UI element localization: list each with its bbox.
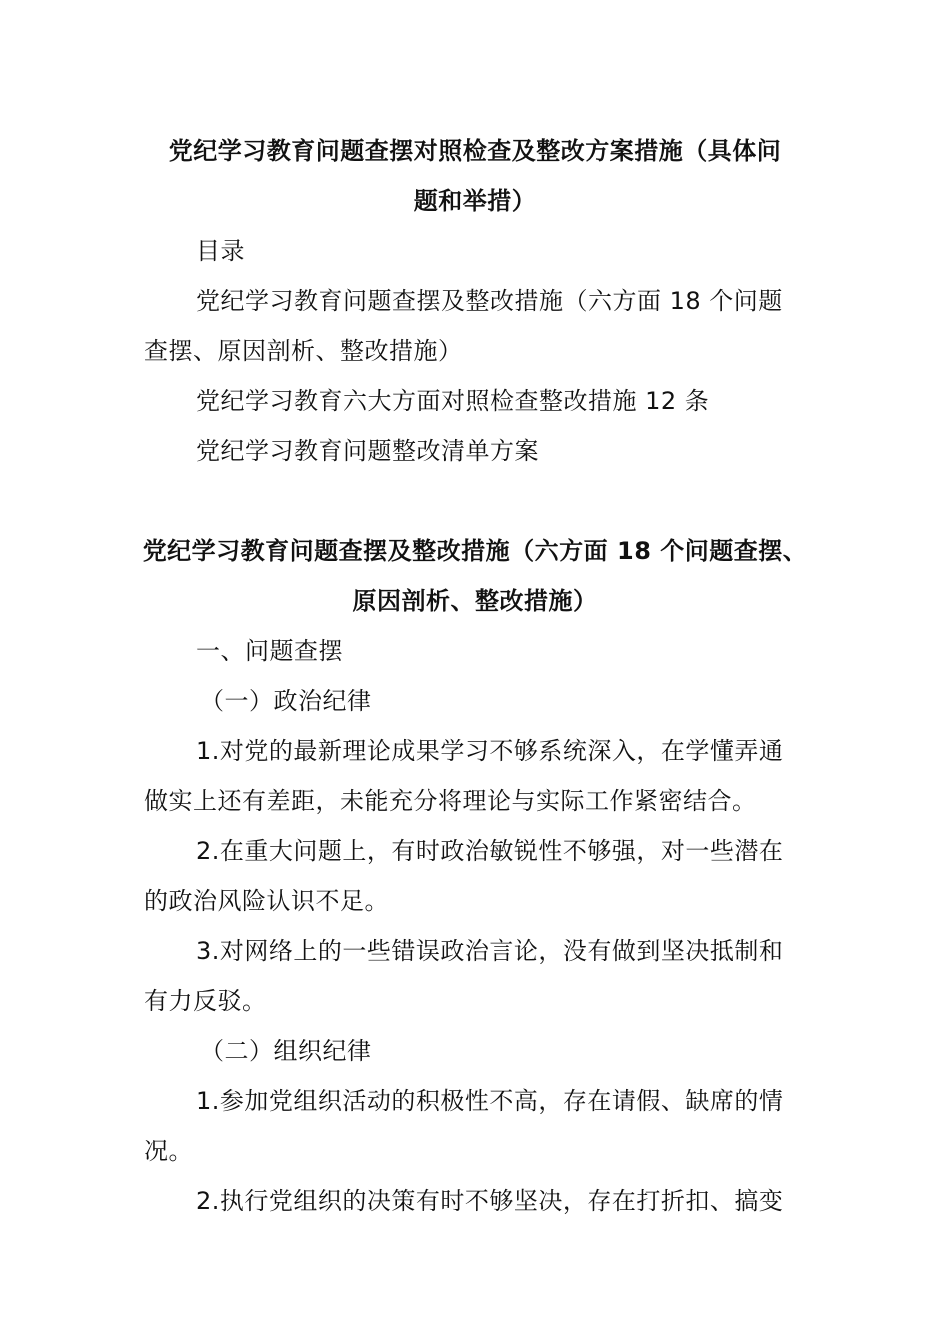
- paragraph-3-line-1: 3.对网络上的一些错误政治言论，没有做到坚决抵制和: [196, 937, 784, 965]
- toc-item-3: 党纪学习教育问题整改清单方案: [196, 437, 539, 465]
- document-title-line-2: 题和举措）: [413, 187, 537, 215]
- paragraph-2-line-1: 2.在重大问题上，有时政治敏锐性不够强，对一些潜在: [196, 837, 784, 865]
- paragraph-4-line-2: 况。: [144, 1137, 193, 1165]
- paragraph-1-line-1: 1.对党的最新理论成果学习不够系统深入，在学懂弄通: [196, 737, 784, 765]
- paragraph-3-line-2: 有力反驳。: [144, 987, 267, 1015]
- section-title-line-1: 党纪学习教育问题查摆及整改措施（六方面 18 个问题查摆、: [142, 537, 808, 565]
- document-title-line-1: 党纪学习教育问题查摆对照检查及整改方案措施（具体问: [168, 137, 782, 165]
- toc-item-1-line-2: 查摆、原因剖析、整改措施）: [144, 337, 463, 365]
- subheading-political: （一）政治纪律: [200, 687, 372, 715]
- paragraph-2-line-2: 的政治风险认识不足。: [144, 887, 389, 915]
- paragraph-5-line-1: 2.执行党组织的决策有时不够坚决，存在打折扣、搞变: [196, 1187, 784, 1215]
- part-heading: 一、问题查摆: [196, 637, 343, 665]
- toc-item-1-line-1: 党纪学习教育问题查摆及整改措施（六方面 18 个问题: [196, 287, 783, 315]
- subheading-organizational: （二）组织纪律: [200, 1037, 372, 1065]
- toc-heading: 目录: [196, 237, 245, 265]
- paragraph-1-line-2: 做实上还有差距，未能充分将理论与实际工作紧密结合。: [144, 787, 757, 815]
- section-title-line-2: 原因剖析、整改措施）: [352, 587, 598, 615]
- paragraph-4-line-1: 1.参加党组织活动的积极性不高，存在请假、缺席的情: [196, 1087, 784, 1115]
- toc-item-2: 党纪学习教育六大方面对照检查整改措施 12 条: [196, 387, 710, 415]
